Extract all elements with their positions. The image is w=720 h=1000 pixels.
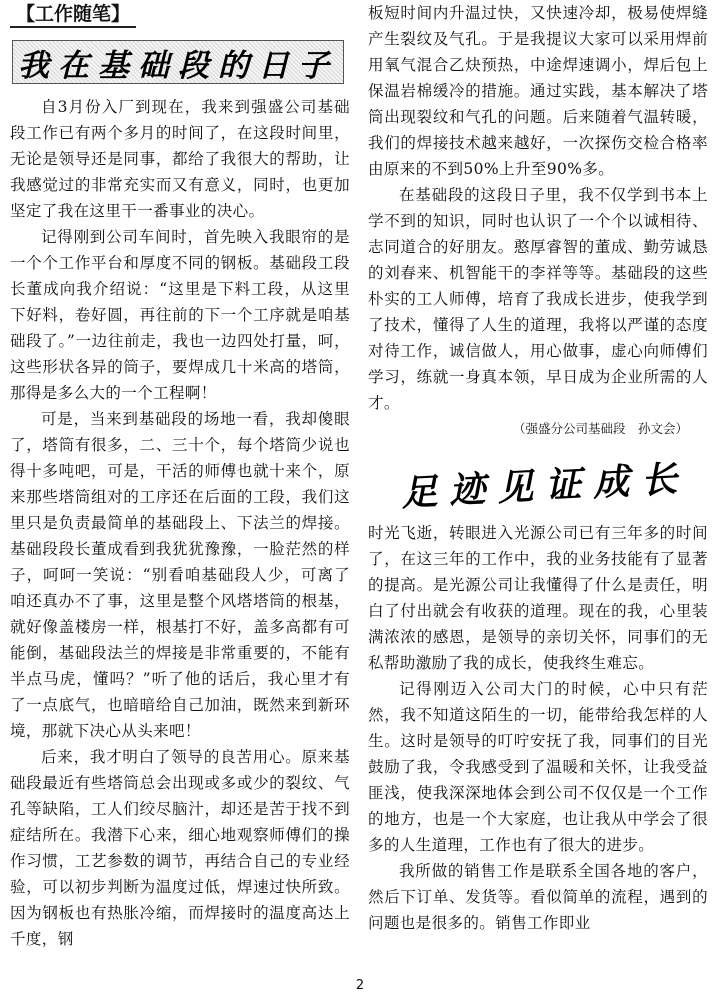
left-column bbox=[10, 0, 350, 952]
article1-title: 我在基础段的日子 bbox=[18, 47, 338, 84]
article2-paragraph: 我所做的销售工作是联系全国各地的客户，然后下订单、发货等。看似简单的流程，遇到的问题也是很多的。销售工作即业 bbox=[368, 862, 708, 932]
article2-paragraph: 时光飞逝，转眼进入光源公司已有三年多的时间了，在这三年的工作中，我的业务技能有了显著的提高。是光源公司让我懂得了什么是责任，明白了付出就会有收获的道理。现在的我，心里装满浓浓的感恩，是领导的亲切关怀，同事们的无私帮助激励了我的成长，使我终生难忘。 bbox=[368, 524, 708, 672]
section-tag: 【工作随笔】 bbox=[10, 2, 136, 28]
page-number: 2 bbox=[355, 978, 365, 993]
article1-paragraph: 后来，我才明白了领导的良苦用心。原来基础段最近有些塔筒总会出现或多或少的裂纹、气孔等缺陷，工人们绞尽脑汁，却还是苦于找不到症结所在。我潜下心来，细心地观察师傅们的操作习惯，工艺参数的调节，再结合自己的专业经验，可以初步判断为温度过低，焊速过快所致。因为钢板也有热胀冷缩，而焊接时的温度高达上千度，钢 bbox=[10, 748, 350, 948]
article2-paragraph: 记得刚迈入公司大门的时候，心中只有茫然，我不知道这陌生的一切，能带给我怎样的人生。这时是领导的叮咛安抚了我，同事们的目光鼓励了我，令我感受到了温暖和关怀，让我受益匪浅，使我深深地体会到公司不仅仅是一个工作的地方，也是一个大家庭，也让我从中学会了很多的人生道理，工作也有了很大的进步。 bbox=[368, 680, 708, 854]
article2-title-banner bbox=[382, 456, 708, 515]
article1-paragraph-continued: 板短时间内升温过快，又快速冷却，极易使焊缝产生裂纹及气孔。于是我提议大家可以采用焊前用氧气混合乙炔预热，中途焊速调小，焊后包上保温岩棉缓冷的措施。通过实践，基本解决了塔筒出现裂纹和气孔的问题。后来随着气温转暖，我们的焊接技术越来越好，一次探伤交检合格率由原来的不到50%上升至90%多。 bbox=[368, 4, 708, 178]
article1-signature: （强盛分公司基础段 孙文会） bbox=[512, 421, 688, 436]
article2-title: 足迹见证成长 bbox=[400, 456, 691, 515]
article1-paragraph: 可是，当来到基础段的场地一看，我却傻眼了，塔筒有很多，二、三十个，每个塔筒少说也得十多吨吧，可是，干活的师傅也就十来个，原来那些塔筒组对的工序还在后面的工段，我们这里只是负责最简单的基础段上、下法兰的焊接。基础段段长董成看到我犹犹豫豫，一脸茫然的样子，呵呵一笑说：“别看咱基础段人少，可离了咱还真办不了事，这里是整个风塔塔筒的根基，就好像盖楼房一样，根基打不好，盖多高都有可能倒，基础段法兰的焊接是非常重要的，不能有半点马虎，懂吗？”听了他的话后，我心里才有了一点底气，也暗暗给自己加油，既然来到新环境，那就下决心从头来吧！ bbox=[10, 410, 350, 740]
article1-paragraph: 记得刚到公司车间时，首先映入我眼帘的是一个个工作平台和厚度不同的钢板。基础段工段长董成向我介绍说：“这里是下料工段，从这里下好料，卷好圆，再往前的下一个工序就是咱基础段了。”一边往前走，我也一边四处打量，呵，这些形状各异的筒子，要焊成几十米高的塔筒，那得是多么大的一个工程啊！ bbox=[10, 228, 350, 402]
article1-paragraph: 在基础段的这段日子里，我不仅学到书本上学不到的知识，同时也认识了一个个以诚相待、志同道合的好朋友。憨厚睿智的董成、勤劳诚恳的刘春来、机智能干的李祥等等。基础段的这些朴实的工人师傅，培育了我成长进步，使我学到了技术，懂得了人生的道理，我将以严谨的态度对待工作，诚信做人，用心做事，虚心向师傅们学习，练就一身真本领，早日成为企业所需的人才。 bbox=[368, 186, 708, 412]
article1-body-right bbox=[368, 0, 708, 416]
article1-body-left bbox=[10, 94, 350, 952]
right-column bbox=[368, 0, 708, 936]
article1-title-banner bbox=[12, 40, 344, 84]
article2-body bbox=[368, 520, 708, 936]
article1-paragraph: 自3月份入厂到现在，我来到强盛公司基础段工作已有两个多月的时间了，在这段时间里，无论是领导还是同事，都给了我很大的帮助，让我感觉过的非常充实而又有意义，同时，也更加坚定了我在这里干一番事业的决心。 bbox=[10, 98, 350, 220]
